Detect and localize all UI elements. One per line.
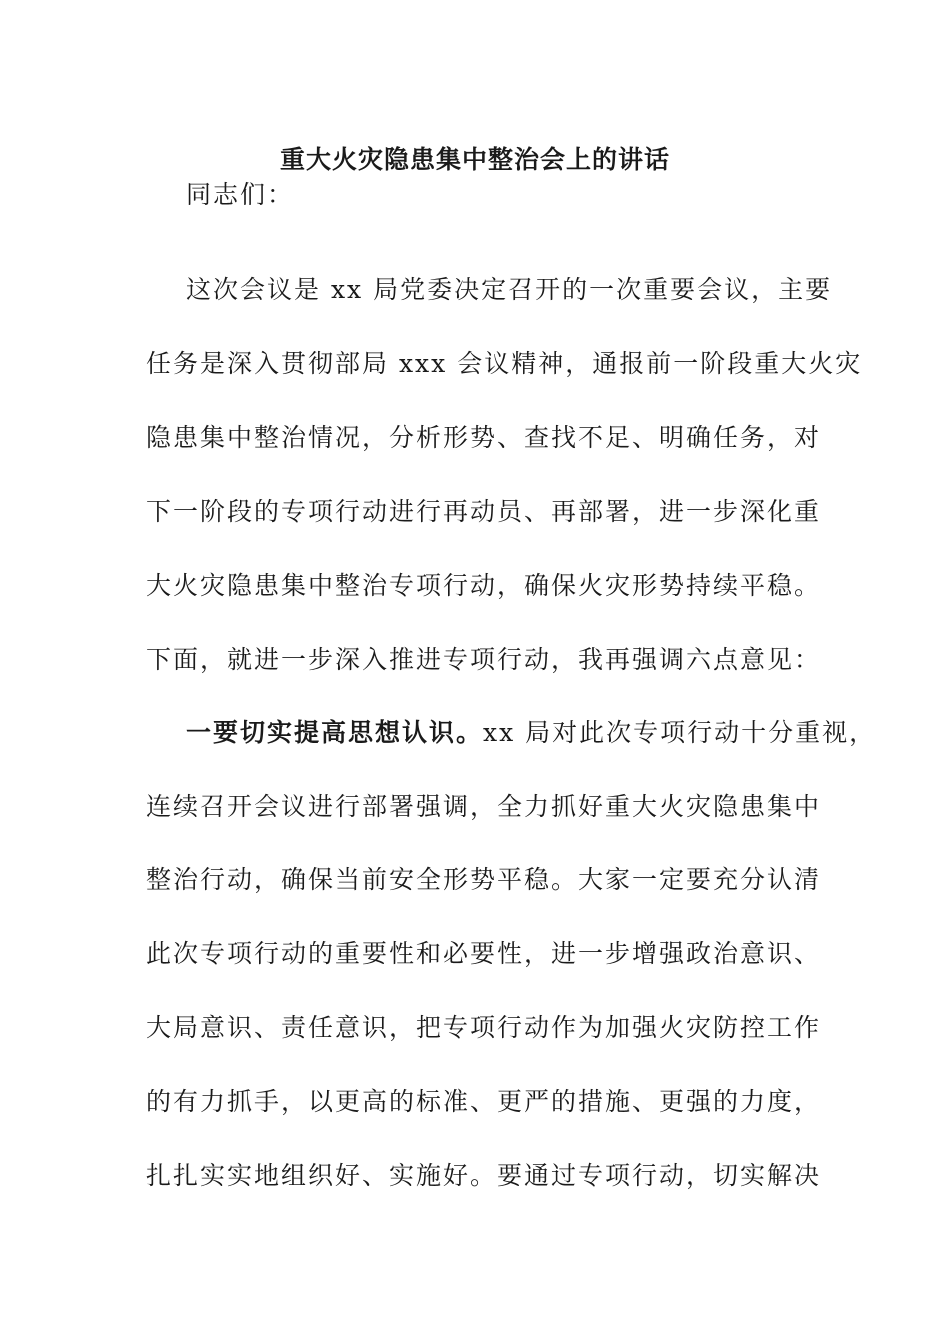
paragraph-line: 连续召开会议进行部署强调，全力抓好重大火灾隐患集中 [146,792,822,821]
document-title: 重大火灾隐患集中整治会上的讲话 [279,145,670,174]
paragraph-line: 下面，就进一步深入推进专项行动，我再强调六点意见： [146,645,822,674]
paragraph-line: 这次会议是 xx 局党委决定召开的一次重要会议，主要 [186,275,833,304]
paragraph-line: 任务是深入贯彻部局 xxx 会议精神，通报前一阶段重大火灾 [146,349,863,378]
paragraph-line: 大局意识、责任意识，把专项行动作为加强火灾防控工作 [146,1013,822,1042]
paragraph-line: 的有力抓手，以更高的标准、更严的措施、更强的力度， [146,1087,822,1116]
paragraph-line: 扎扎实实地组织好、实施好。要通过专项行动，切实解决 [146,1161,822,1190]
salutation: 同志们： [186,180,295,209]
point-one-first-text: xx 局对此次专项行动十分重视， [483,718,877,747]
point-one-first-line [186,716,876,750]
point-one-heading: 一要切实提高思想认识。 [186,718,484,747]
paragraph-line: 整治行动，确保当前安全形势平稳。大家一定要充分认清 [146,865,822,894]
paragraph-line: 隐患集中整治情况，分析形势、查找不足、明确任务，对 [146,423,822,452]
paragraph-line: 大火灾隐患集中整治专项行动，确保火灾形势持续平稳。 [146,571,822,600]
paragraph-line: 此次专项行动的重要性和必要性，进一步增强政治意识、 [146,939,822,968]
paragraph-line: 下一阶段的专项行动进行再动员、再部署，进一步深化重 [146,497,822,526]
